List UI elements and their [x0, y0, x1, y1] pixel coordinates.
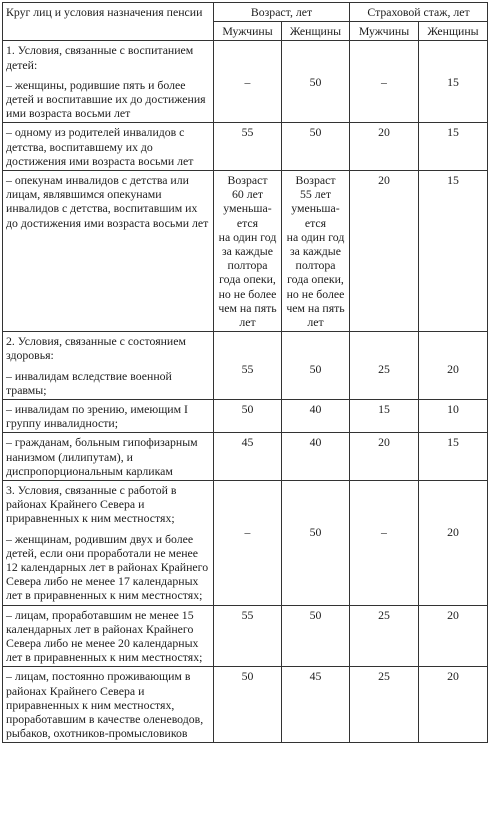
pension-conditions-table — [2, 2, 488, 743]
condition-text: – лицам, проработавшим не менее 15 календарных лет в районах Крайнего Севера либо не менее 20 календарных лет в приравненных к ним местностях; — [3, 605, 214, 667]
table-row — [3, 399, 488, 432]
value: 20 — [447, 525, 459, 540]
table-row — [3, 41, 488, 123]
rule-text-line: уменьша- — [291, 201, 340, 216]
rule-text-line: чем на пять — [286, 300, 345, 315]
women-age-cell: 50 — [282, 605, 350, 667]
rule-text-line: Возраст — [227, 173, 268, 188]
header-women-stazh: Женщины — [419, 22, 488, 41]
condition-text: – опекунам инвалидов с детства или лицам, являвшимся опекунами инвалидов с детства, воспитавшим их до достижения ими возраста восьми лет — [3, 171, 214, 332]
women-stazh-cell — [419, 480, 488, 605]
rule-text-line: за каждые — [290, 243, 341, 258]
women-age-cell: 50 — [282, 41, 350, 123]
table-row — [3, 667, 488, 743]
women-stazh-cell: 15 — [419, 433, 488, 481]
women-age-cell: 40 — [282, 433, 350, 481]
group-title: 2. Условия, связанные с состоянием здоровья: — [6, 334, 186, 363]
value: 50 — [309, 525, 322, 540]
table-row — [3, 480, 488, 605]
women-age-cell — [282, 332, 350, 400]
men-age-cell: – — [214, 41, 282, 123]
men-age-cell — [214, 332, 282, 400]
rule-text-line: но не более — [286, 286, 345, 301]
condition-text: – одному из родителей инвалидов с детства, воспитавшему их до достижения ими возраста восьми лет — [3, 123, 214, 171]
rule-text-line: полтора — [295, 258, 336, 273]
value: 25 — [378, 362, 390, 377]
women-stazh-cell: 15 — [419, 41, 488, 123]
men-stazh-cell — [350, 332, 419, 400]
women-age-cell: 40 — [282, 399, 350, 432]
header-conditions: Круг лиц и условия назначения пенсии — [3, 3, 214, 41]
women-age-cell: 45 — [282, 667, 350, 743]
men-age-cell — [214, 171, 282, 332]
men-stazh-cell: – — [350, 41, 419, 123]
rule-text-line: полтора — [227, 258, 268, 273]
men-stazh-cell: 25 — [350, 605, 419, 667]
men-age-cell — [214, 480, 282, 605]
rule-text-line: лет — [239, 314, 256, 329]
men-age-cell: 55 — [214, 605, 282, 667]
women-stazh-cell: 10 — [419, 399, 488, 432]
rule-text-line: на один год — [218, 229, 277, 244]
condition-text: – гражданам, больным гипофизарным нанизмом (лилипутам), и диспропорциональным карликам — [3, 433, 214, 481]
men-stazh-cell — [350, 480, 419, 605]
men-age-cell: 50 — [214, 667, 282, 743]
header-age: Возраст, лет — [214, 3, 350, 22]
value: 20 — [447, 362, 459, 377]
men-stazh-cell: 20 — [350, 123, 419, 171]
table-row — [3, 123, 488, 171]
header-women-age: Женщины — [282, 22, 350, 41]
rule-text-line: чем на пять — [218, 300, 277, 315]
condition-text: – лицам, постоянно проживающим в районах Крайнего Севера и приравненных к ним местностях, проработавшим в качестве оленеводов, рыбаков, охотников-промысловиков — [3, 667, 214, 743]
value: 50 — [309, 362, 322, 377]
men-age-cell: 55 — [214, 123, 282, 171]
men-stazh-cell: 15 — [350, 399, 419, 432]
value: 55 — [241, 362, 254, 377]
rule-text-line: года опеки, — [219, 272, 276, 287]
rule-text-line: ется — [304, 215, 327, 230]
rule-text-line: Возраст — [295, 173, 336, 188]
header-insurance-stazh: Страховой стаж, лет — [350, 3, 488, 22]
women-age-cell — [282, 171, 350, 332]
value: – — [381, 525, 387, 540]
header-men-age: Мужчины — [214, 22, 282, 41]
value: – — [244, 525, 251, 540]
condition-text: – женщины, родившие пять и более детей и воспитавшие их до достижения ими возраста восьми лет — [6, 77, 206, 121]
rule-text-line: лет — [307, 314, 324, 329]
table-row — [3, 171, 488, 332]
condition-text: – женщинам, родившим двух и более детей, если они проработали не менее 12 календарных лет в районах Крайнего Севера либо не менее 17 календарных лет в приравненных к ним местностях; — [6, 531, 209, 603]
women-stazh-cell: 15 — [419, 171, 488, 332]
condition-cell — [3, 41, 214, 123]
group-title: 1. Условия, связанные с воспитанием детей: — [6, 43, 194, 72]
table-row — [3, 332, 488, 400]
rule-text-line: 60 лет — [231, 187, 264, 202]
women-stazh-cell — [419, 332, 488, 400]
rule-text-line: года опеки, — [287, 272, 344, 287]
women-age-rule-text — [285, 173, 346, 329]
rule-text-line: но не более — [218, 286, 277, 301]
table-row — [3, 605, 488, 667]
men-stazh-cell: 25 — [350, 667, 419, 743]
women-stazh-cell: 20 — [419, 667, 488, 743]
women-age-cell: 50 — [282, 123, 350, 171]
women-stazh-cell: 15 — [419, 123, 488, 171]
men-stazh-cell: 20 — [350, 433, 419, 481]
condition-cell — [3, 480, 214, 605]
men-age-cell: 50 — [214, 399, 282, 432]
men-age-cell: 45 — [214, 433, 282, 481]
condition-text: – инвалидам вследствие военной травмы; — [6, 368, 172, 397]
women-stazh-cell: 20 — [419, 605, 488, 667]
condition-cell — [3, 332, 214, 400]
header-row-1 — [3, 3, 488, 22]
rule-text-line: уменьша- — [223, 201, 272, 216]
rule-text-line: за каждые — [222, 243, 273, 258]
group-title: 3. Условия, связанные с работой в районах Крайнего Севера и приравненных к ним местностях; — [6, 482, 177, 526]
rule-text-line: 55 лет — [299, 187, 332, 202]
rule-text-line: ется — [236, 215, 259, 230]
table-row — [3, 433, 488, 481]
condition-text: – инвалидам по зрению, имеющим I группу инвалидности; — [3, 399, 214, 432]
rule-text-line: на один год — [286, 229, 345, 244]
women-age-cell — [282, 480, 350, 605]
men-age-rule-text — [217, 173, 278, 329]
header-men-stazh: Мужчины — [350, 22, 419, 41]
men-stazh-cell: 20 — [350, 171, 419, 332]
